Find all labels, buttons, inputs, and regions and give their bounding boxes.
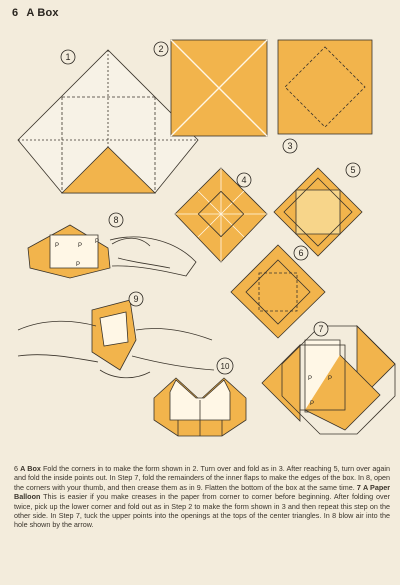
svg-text:10: 10 xyxy=(220,362,230,371)
step-6-diagram xyxy=(231,245,325,338)
svg-text:7: 7 xyxy=(318,324,324,334)
balloon-heading: A Paper Balloon xyxy=(14,482,391,502)
p-label: P xyxy=(308,376,313,382)
box-number: 6 xyxy=(14,464,18,473)
instructions-caption xyxy=(14,464,390,530)
p-label: P xyxy=(95,239,100,245)
svg-text:8: 8 xyxy=(113,215,119,225)
svg-text:6: 6 xyxy=(298,248,304,258)
step-2-diagram xyxy=(171,40,267,136)
step-2-number xyxy=(154,42,168,56)
step-3-number xyxy=(283,139,297,153)
svg-text:2: 2 xyxy=(158,44,164,54)
svg-text:5: 5 xyxy=(350,165,356,175)
step-4-number xyxy=(237,173,251,187)
svg-text:9: 9 xyxy=(133,294,139,304)
balloon-instructions: This is easier if you make creases in the paper from corner to corner before beginning. After folding over twice, pick up the lower corner and fold out as in Step 2 to make the form shown in 3 and then repeat this step on the other side. In Step 7, tuck the upper points into the openings at the tops of the center triangles. In 8 blow air into the hole shown by the arrow. xyxy=(14,492,390,530)
p-label: P xyxy=(76,262,81,268)
step-6-number xyxy=(294,246,308,260)
p-label: P xyxy=(55,243,60,249)
step-10-diagram xyxy=(154,378,246,436)
box-instructions: Fold the corners in to make the form shown in 2. Turn over and fold as in 3. After reaching 5, turn over again and fold the inside points out. In Step 7, fold the remainders of the inner flaps to make the edges of the box. In 8, open the corners with your thumb, and then crease them as in 9. Flatten the bottom of the box at the same time. xyxy=(14,464,391,492)
step-5-number xyxy=(346,163,360,177)
svg-text:4: 4 xyxy=(241,175,247,185)
section-number: 6 xyxy=(12,7,19,19)
section-title: A Box xyxy=(26,7,59,19)
p-label: P xyxy=(310,401,315,407)
step-1-number xyxy=(61,50,75,64)
step-4-diagram xyxy=(175,168,267,262)
step-5-diagram xyxy=(274,168,362,256)
step-10-number xyxy=(217,358,233,374)
p-label: P xyxy=(328,376,333,382)
step-3-diagram xyxy=(278,40,372,134)
step-8-diagram xyxy=(28,225,196,278)
step-7-number xyxy=(314,322,328,336)
svg-text:1: 1 xyxy=(65,52,71,62)
box-heading: A Box xyxy=(20,464,41,473)
step-9-diagram xyxy=(18,300,214,378)
svg-text:3: 3 xyxy=(287,141,293,151)
step-8-number xyxy=(109,213,123,227)
balloon-number: 7 xyxy=(356,482,361,492)
step-9-number xyxy=(129,292,143,306)
p-label: P xyxy=(78,243,83,249)
